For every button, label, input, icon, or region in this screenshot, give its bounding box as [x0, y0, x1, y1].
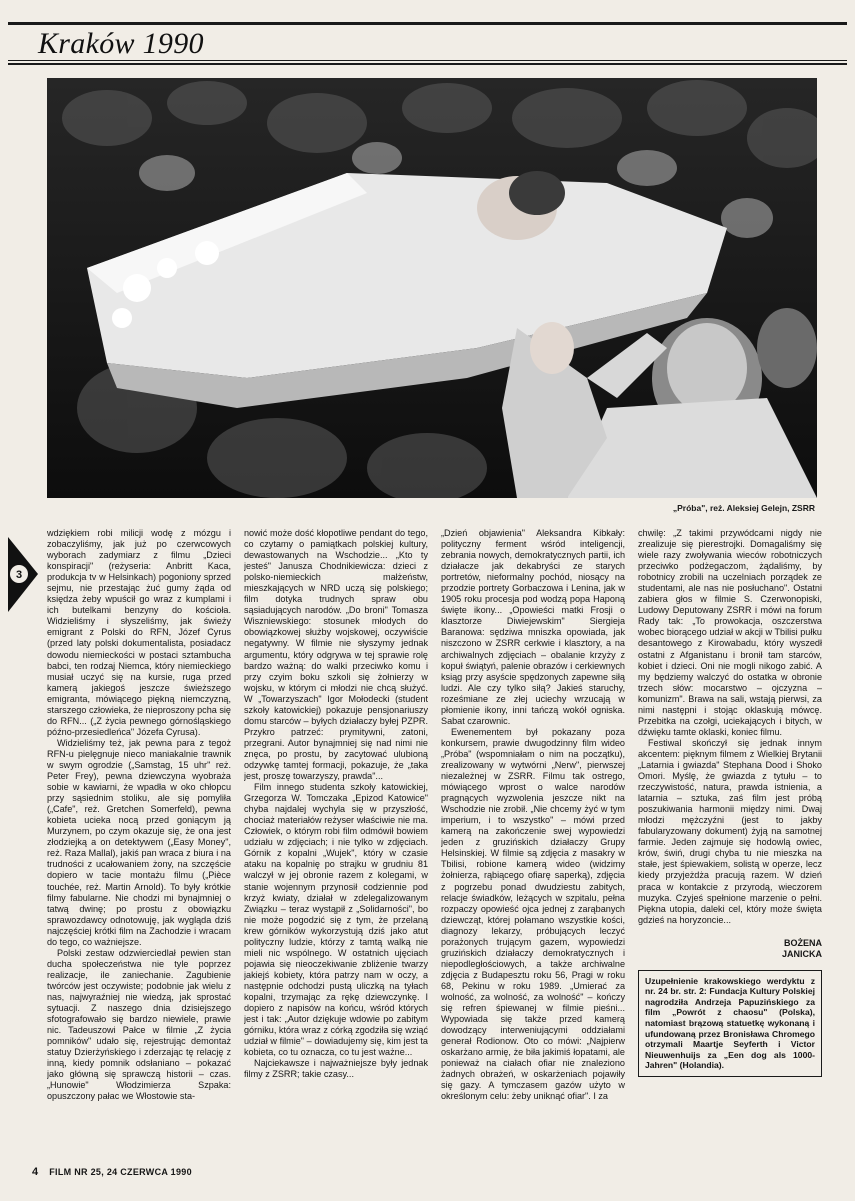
paragraph: chwilę: „Z takimi przywódcami nigdy nie zrealizuje się pierestrojki. Domagaliśmy się wiele razy zwoływania wieców robotniczych przeciwko podżegaczom, żądaliśmy, by robotnicy zrobili na uczelniach porządek ze studentami, ale nas nie posłuchano". Ostatni zabiera głos w filmie S. Czerwonopiski, Ludowy Deputowany ZSRR i mówi na forum Rady tak: „To prowokacja, oszczerstwa wobec biorącego udział w akcji w Tbilisi pułku desantowego z Kirowabadu, który wyszedł ostatni z Afganistanu i bronił tam starców, kobiet i dzieci. Oni nie mogli nikogo zabić. A my będziemy walczyć do ostatka w obronie trzech słów: mocarstwo – ojczyzna – komunizm". Brawa na sali, wstają pierwsi, za nimi następni i stojąc oklaskują mówcę. Przebitka na czołgi, uciekających i bitych, w dźwięku tamte oklaski, koniec filmu. [638, 528, 822, 737]
author-signature [638, 938, 822, 960]
author-first-name: BOŻENA [784, 937, 822, 948]
article-column-3 [441, 528, 625, 1158]
article-column-1 [47, 528, 231, 1158]
issue-info: FILM NR 25, 24 CZERWCA 1990 [49, 1167, 192, 1177]
article-column-4 [638, 528, 822, 1158]
page-footer [32, 1166, 192, 1178]
paragraph: Ewenementem był pokazany poza konkursem, prawie dwugodzinny film wideo „Próba" (wspomniałam o nim na początku), zrealizowany w wytwórni „Nerw", pierwszej niezależnej w ZSRR. Filmu tak ostrego, mówiącego wprost o walce narodów pragnących wyzwolenia jeszcze nikt na Wschodzie nie zrobił. „Nie chcemy żyć w tym imperium, i to wszystko" – mówi przed kamerą na zakończenie swej wypowiedzi jeden z gruzińskich działaczy Grupy Helsinskiej. W filmie są zdjęcia z masakry w Tbilisi, robione kamerą wideo (widzimy żołnierza, rąbiącego ofiarę saperką), zdjęcia z pogrzebu ponad dwudziestu zabitych, relacje świadków, leżących w szpitalu, pełna rozpaczy opowieść ojca jednej z zarąbanych dziewcząt, której połamano wszystkie kości, diagnozy lekarzy, próbujących leczyć porażonych trującym gazem, wypowiedzi gruzińskich działaczy demokratycznych i niepodległościowych, a także archiwalne zdjęcia z Budapesztu roku 56, Pragi w roku 68, Pekinu w roku 1989. „Umierać za wolność, za wolność, za wolność" – kończy się refren śpiewanej w filmie pieśni... Wypowiada się także przed kamerą dowodzący interweniującymi oddziałami generał Rodionow. Oto co mówi: „Najpierw oskarżano armię, że biła jakimiś łopatami, ale ponieważ na ciałach ofiar nie znaleziono żadnych obrażeń, w oskarżeniach pojawiły się gazy. A tymczasem gazów użyto w określonym celu: żeby uniknąć ofiar". I za [441, 726, 625, 1102]
award-note-box: Uzupełnienie krakowskiego werdyktu z nr. 24 br. str. 2: Fundacja Kultury Polskiej nagrodziła Andrzeja Papuzińskiego za film „Powrót z chaosu" (Polska), natomiast brązową statuetkę wykonaną i ufundowaną przez Bronisława Chromego otrzymali Maartje Seyferth i Victor Nieuwenhuijs za „Een dog als 1000-Jahren" (Holandia). [638, 970, 822, 1077]
article-column-2 [244, 528, 428, 1158]
title-rule [8, 60, 847, 61]
paragraph: Widzieliśmy też, jak pewna para z tegoż RFN-u pielęgnuje nieco maniakalnie trawnik w swym ogrodzie („Samstag, 15 uhr" reż. Peter Frey), pewna dziewczyna wyobraża sobie w kawiarni, że wpadła w oko chłopcu przy sąsiednim stoliku, ale się pomyliła („Cafe", reż. Gretchen Somerfeld), pewna kobieta ucieka nocą przed goniącym ją Murzynem, po czym okazuje się, że ona jest złodziejką a on detektywem („Easy Money", reż. Raza Mallal), jakiś pan wraca z biura i na trudności z ucałowaniem żony, na szczęście dopiero w tacie montażu filmu („Pièce touchée, reż. Martin Arnold). To były krótkie filmy fabularne. Nie chodzi mi bynajmniej o tatwą dwinę; po prostu z obowiązku sprawozdawcy odnotowuję, jak wygląda dziś najczęściej krótki film na Zachodzie i wracam do tego, co ważniejsze. [47, 737, 231, 947]
paragraph: „Dzień objawienia" Aleksandra Kibkały: polityczny ferment wśród inteligencji, zebrania nowych, demokratycznych partii, ich działacze jak dekabryści ze starych portretów, nieformalny pochód, niosący na przodzie portrety Gorbaczowa i Lenina, jak w 1905 roku procesja pod wodzą popa Haponą święte ikony... „Opowieści matki Frosji o klasztorze Diwiejewskim" Siergieja Baranowa: sędziwa mniszka opowiada, jak niszczono w ZSRR cerkwie i klasztory, a na archiwalnych zdjęciach – obalanie krzyży z kopuł świątyń, palenie obrazów i cerkiewnych ksiąg przy asyście spędzonych zapewne siłą ludzi. Ale czy tylko siłą? Jakieś staruchy, roześmiane ze złej uciechy wrzucają w płomienie ikony, inni tańczą wokół ogniska. Sabat czarownic. [441, 528, 625, 726]
paragraph: nowić może dość kłopotliwe pendant do tego, co czytamy o pamiątkach polskiej kultury, dewastowanych na Wschodzie... „Kto ty jesteś" Janusza Chodnikiewicza: dzieci z polsko-niemieckich małżeństw, mieszkających w NRD uczą się polskiego; film dotyka trudnych spraw obu sąsiadujących narodów. „Do broni" Tomasza Wiszniewskiego: stosunek młodych do obowiązkowej służby wojskowej, oczywiście negatywny. W filmie nie słyszymy jednak argumentu, który odgrywa w tej sprawie rolę bardzo ważną: do walki przeciwko komu i przy czyim boku szkoli się żołnierzy w wojsku, w którym ci młodzi nie chcą służyć. W „Towarzyszach" Igor Mołodecki (student szkoły katowickiej) pokazuje pensjonariuszy domu starców – byłych działaczy byłej PZPR. Przykro patrzeć: prymitywni, zatoni, przegrani. Autor bynajmniej się nad nimi nie znęca, po prostu, by zacytować ulubioną odzywkę tamtej formacji, pokazuje, że „taka jest, proszę towarzyszy, prawda"... [244, 528, 428, 782]
photo-caption: „Próba", reż. Aleksiej Gelejn, ZSRR [672, 503, 815, 513]
paragraph: Festiwal skończył się jednak innym akcentem: pięknym filmem z Wielkiej Brytanii „Latarnia i gwiazda" Stephana Dood i Shoko Omori. Myślę, że gwiazda z tytułu – to rzeczywistość, natura, prawda istnienia, a latarnia – sztuka, zaś film jest próbą poszukiwania harmonii między nimi. Dwaj młodzi mężczyźni (jest to jakby fabularyzowany dokument) żyją na samotnej farmie. Jeden zajmuje się hodowlą owiec, krów, świń, drugi chyba tu nie mieszka na stałe, jest śpiewakiem, solistą w operze, lecz kiedy przyjeżdża pracują razem. W dzień praca w kontakcie z przyrodą, wieczorem muzyka. Czyjeś spełnione marzenie o pełni. Piękna utopia, daleki cel, który może święta gdzieś na horyzoncie... [638, 737, 822, 925]
paragraph: Film innego studenta szkoły katowickiej, Grzegorza W. Tomczaka „Epizod Katowice" chyba najdalej wychyla się w przyszłość, chociaż materiałów reżyser właściwie nie ma. Człowiek, o którym robi film odmówił bowiem udziału w zdjęciach; i nie tylko w zdjęciach. Górnik z kopalni „Wujek", który w czasie ataku na kopalnię po strajku w grudniu 81 walczył w jej obronie razem z kolegami, w stanie wojennym przynosił codziennie pod krzyż kwiaty, działał w zdelegalizowanym Związku – teraz wystąpił z „Solidarności", bo nie może pogodzić się z tym, że przelaną krew górników wykorzystują dziś jako atut polityczny ludzie, którzy z tamtą walką nie mieli nic wspólnego. W ostatnich ujęciach pojawia się nieoczekiwanie zbliżenie twarzy jakiejś kobiety, która patrzy nam w oczy, a następnie odchodzi pustą uliczką na tyłach kopalni, trzymając za rękę dziewczynkę. I dopiero z napisów na końcu, wśród których jest i tak: „Autor dziękuje wdowie po zabitym górniku, która wraz z córką zgodziła się wziąć udział w filmie" – dowiadujemy się, kim jest ta kobieta, co tu oznacza, co tu jest ważne... [244, 782, 428, 1058]
section-marker-icon [8, 537, 38, 612]
paragraph: wdziękiem robi milicji wodę z mózgu i zobaczyliśmy, jak już po czerwcowych wyborach zadymiarz z filmu „Dzieci konspiracji" (reżyseria: Anbritt Kaca, produkcja tv w Helsinkach) pogoniony sprzed sejmu, nie przestając żuć gumy żąda od księdza żeby wpuścił go wraz z kumplami i ich butelkami benzyny do kościoła. Widzieliśmy i słyszeliśmy, jak świeży emigrant z Polski do RFN, Józef Cyrus (przed laty polski dokumentalista, posiadacz dowodu niemieckości w postaci sztambucha babci, ten rodzaj Niemca, który niemieckiego musiał uczyć się na kursie, ruga przed kamerą jakiegoś jeszcze świeższego emigranta, mówiącego piękną niemczyzną, starszego człowieka, że nieproszony pcha się do RFN... („Z życia pewnego górnośląskiego późno-przesiedleńca" Józefa Cyrusa). [47, 528, 231, 737]
paragraph: Polski zestaw odzwierciedlał pewien stan ducha społeczeństwa nie tyle poprzez realizacje, ile zaniechanie. Zagubienie twórców jest oczywiste; podobnie jak wielu z nas, najwyraźniej nie wiedzą, jak sprostać sytuacji. Z naszego dnia dzisiejszego sfotografowało się bardzo niewiele, prawie nic. Tadeuszowi Pałce w filmie „Z życia pomników" udało się, rejestrując demontaż statuy Dzierżyńskiego i zderzając tę relację z inną, kiedy pomnik odsłaniano – pokazać jako główną się sprawczą historii – czas. „Hunowie" Włodzimierza Szpaka: opuszczony pałac we Włostowie sta- [47, 947, 231, 1102]
top-rule [8, 22, 847, 25]
section-number: 3 [15, 569, 23, 581]
page-number: 4 [32, 1166, 39, 1178]
photo-illustration [47, 78, 817, 498]
title-rule-thick [8, 63, 847, 65]
paragraph: Najciekawsze i najważniejsze były jednak filmy z ZSRR; takie czasy... [244, 1058, 428, 1080]
funeral-photo [47, 78, 817, 498]
author-last-name: JANICKA [781, 948, 822, 959]
page-title: Kraków 1990 [38, 27, 204, 60]
article-body [47, 528, 825, 1158]
